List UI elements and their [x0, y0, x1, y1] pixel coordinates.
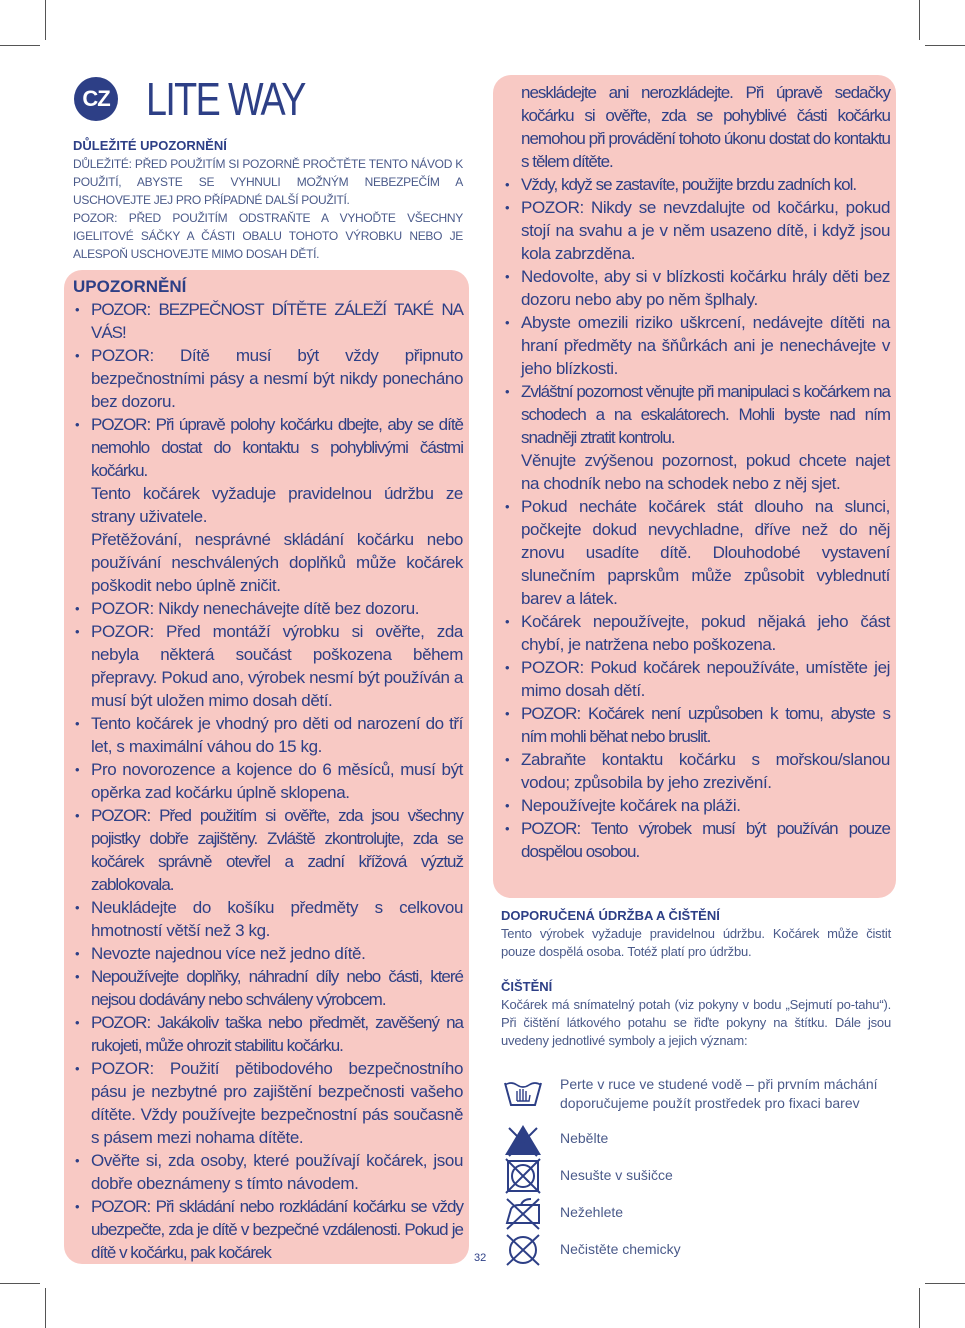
- care-symbol-text: Nečistěte chemicky: [560, 1241, 681, 1257]
- crop-mark: [925, 1283, 965, 1284]
- cleaning-text: Kočárek má snímatelný potah (viz pokyny v bodu „Sejmutí po-tahu“). Při čištění látkového potahu se řiďte pokyny na štítku. Dále jsou uvedeny jednotlivé symboly a jejich význam:: [501, 997, 891, 1048]
- warning-item: • Nepoužívejte kočárek na pláži.: [503, 794, 890, 817]
- warning-item: • POZOR: BEZPEČNOST DÍTĚTE ZÁLEŽÍ TAKÉ NA VÁS!: [73, 298, 463, 344]
- warning-item: • POZOR: Dítě musí být vždy připnuto bezpečnostními pásy a nesmí být nikdy ponecháno bez dozoru.: [73, 344, 463, 413]
- warning-item: • Pro novorozence a kojence do 6 měsíců, musí být opěrka zad kočárku úplně sklopena.: [73, 758, 463, 804]
- crop-mark: [919, 0, 920, 40]
- crop-mark: [919, 1288, 920, 1328]
- maintenance-text: Tento výrobek vyžaduje pravidelnou údržbu. Kočárek může čistit pouze dospělá osoba. Totéž platí pro údržbu.: [501, 926, 891, 959]
- warning-item: Tento kočárek vyžaduje pravidelnou údržbu ze strany uživatele.: [91, 484, 463, 526]
- warnings-panel-right: [493, 75, 896, 898]
- warning-item: • Abyste omezili riziko uškrcení, nedávejte dítěti na hraní předměty na šňůrkách ani je nenechávejte v jeho blízkosti.: [503, 311, 890, 380]
- page-number: 32: [474, 1252, 487, 1264]
- warning-item: • POZOR: Jakákoliv taška nebo předmět, zavěšený na rukojeti, může ohrozit stabilitu kočárku.: [73, 1011, 463, 1057]
- care-symbol-text: Nesušte v sušičce: [560, 1167, 673, 1183]
- warning-item: Věnujte zvýšenou pozornost, pokud chcete najet na chodník nebo na schodek nebo z něj sjet.: [521, 451, 890, 493]
- maintenance-heading: DOPORUČENÁ ÚDRŽBA A ČIŠTĚNÍ: [501, 908, 720, 923]
- no-tumble-dry-icon: [501, 1158, 545, 1194]
- important-notice-heading: DŮLEŽITÉ UPOZORNĚNÍ: [73, 138, 227, 153]
- warning-item: • POZOR: Při úpravě polohy kočárku dbejte, aby se dítě nemohlo dostat do kontaktu s pohyblivými částmi kočárku.: [73, 413, 463, 482]
- important-notice: [73, 138, 463, 263]
- crop-mark: [925, 45, 965, 46]
- warning-item: • POZOR: Pokud kočárek nepoužíváte, umístěte jej mimo dosah dětí.: [503, 656, 890, 702]
- warning-item: • POZOR: Kočárek není uzpůsoben k tomu, abyste s ním mohli běhat nebo bruslit.: [503, 702, 890, 748]
- warning-item: • POZOR: Před montáží výrobku si ověřte, zda nebyla některá součást poškozena během přepravy. Pokud ano, výrobek nesmí být používán a musí být uložen mimo dosah dětí.: [73, 620, 463, 712]
- warning-item: • Zabraňte kontaktu kočárku s mořskou/slanou vodou; způsobila by jeho zrezivění.: [503, 748, 890, 794]
- warning-item: • Kočárek nepoužívejte, pokud nějaká jeho část chybí, je natržena nebo poškozena.: [503, 610, 890, 656]
- hand-wash-icon: [501, 1075, 545, 1111]
- warning-item: • Ověřte si, zda osoby, které používají kočárek, jsou dobře obeznámeny s tímto návodem.: [73, 1149, 463, 1195]
- warning-item: • Nevozte najednou více než jedno dítě.: [73, 942, 463, 965]
- warning-item: • POZOR: Nikdy nenechávejte dítě bez dozoru.: [73, 597, 463, 620]
- warning-item: • POZOR: Před použitím si ověřte, zda jsou všechny pojistky dobře zajištěny. Zvláště zkontrolujte, zda se kočárek správně otevřel a zadní křížová výztuž zablokovala.: [73, 804, 463, 896]
- warnings-heading: UPOZORNĚNÍ: [73, 277, 187, 296]
- care-symbol-text: Perte v ruce ve studené vodě – při prvním máchání doporučujeme použít prostředek pro fixaci barev: [560, 1076, 878, 1111]
- warning-item: • Nedovolte, aby si v blízkosti kočárku hrály děti bez dozoru nebo aby po něm šplhaly.: [503, 265, 890, 311]
- warning-item: • Zvláštní pozornost věnujte při manipulaci s kočárkem na schodech a na eskalátorech. Mohli byste nad ním snadněji ztratit kontrolu.: [503, 380, 890, 449]
- warning-item: • Pokud necháte kočárek stát dlouho na slunci, počkejte dokud nevychladne, dříve než do něj znovu usadíte dítě. Dlouhodobé vystavení slunečním paprskům může způsobit vyblednutí barev a látek.: [503, 495, 890, 610]
- warning-item: Přetěžování, nesprávné skládání kočárku nebo používání neschválených doplňků může kočárek poškodit nebo úplně zničit.: [91, 530, 463, 595]
- warning-item: • Vždy, když se zastavíte, použijte brzdu zadních kol.: [503, 173, 890, 196]
- crop-mark: [0, 45, 40, 46]
- crop-mark: [0, 1283, 40, 1284]
- no-iron-icon: [501, 1195, 545, 1231]
- warning-item: • POZOR: Použití pětibodového bezpečnostního pásu je nezbytné pro zajištění bezpečnosti vašeho dítěte. Vždy používejte bezpečnostní pás současně s pásem mezi nohama dítěte.: [73, 1057, 463, 1149]
- no-bleach-icon: [501, 1122, 545, 1158]
- warning-item: • POZOR: Nikdy se nevzdalujte od kočárku, pokud stojí na svahu a je v něm usazeno dítě, i když jsou kola zabrzděna.: [503, 196, 890, 265]
- crop-mark: [45, 1288, 46, 1328]
- maintenance-section: [501, 908, 891, 1050]
- warning-item: neskládejte ani nerozkládejte. Při úpravě sedačky kočárku si ověřte, zda se pohyblivé části kočárku nemohou při provádění tohoto úkonu dostat do kontaktu s tělem dítěte.: [521, 83, 890, 171]
- crop-mark: [45, 0, 46, 40]
- care-symbol-text: Nežehlete: [560, 1204, 624, 1220]
- care-symbol-text: Nebělte: [560, 1130, 609, 1146]
- warning-item: • Neukládejte do košíku předměty s celkovou hmotností větší než 3 kg.: [73, 896, 463, 942]
- language-badge: CZ: [74, 77, 118, 121]
- warning-item: • Tento kočárek je vhodný pro děti od narození do tří let, s maximální váhou do 15 kg.: [73, 712, 463, 758]
- page-title: LITE WAY: [146, 73, 305, 125]
- warning-item: • Nepoužívejte doplňky, náhradní díly nebo části, které nejsou dodávány nebo schváleny výrobcem.: [73, 965, 463, 1011]
- important-notice-text: DŮLEŽITÉ: PŘED POUŽITÍM SI POZORNĚ PROČTĚTE TENTO NÁVOD K POUŽITÍ, ABYSTE SE VYHNULI MOŽNÝM NEBEZPEČÍM A USCHOVEJTE JEJ PRO PŘÍPADNÉ DALŠÍ POUŽITÍ.: [73, 157, 463, 207]
- warning-item: • POZOR: Při skládání nebo rozkládání kočárku se vždy ubezpečte, zda je dítě v bezpečné vzdálenosti. Pokud je dítě v kočárku, pak kočárek: [73, 1195, 463, 1264]
- warning-item: • POZOR: Tento výrobek musí být používán pouze dospělou osobou.: [503, 817, 890, 863]
- cleaning-heading: ČIŠTĚNÍ: [501, 979, 553, 994]
- warnings-panel-left: [64, 270, 469, 1264]
- important-notice-text: POZOR: PŘED POUŽITÍM ODSTRAŇTE A VYHOĎTE VŠECHNY IGELITOVÉ SÁČKY A ČÁSTI OBALU TOHOTO VÝROBKU NEBO JE ALESPOŇ USCHOVEJTE MIMO DOSAH DĚTÍ.: [73, 211, 463, 261]
- no-dry-clean-icon: [501, 1232, 545, 1268]
